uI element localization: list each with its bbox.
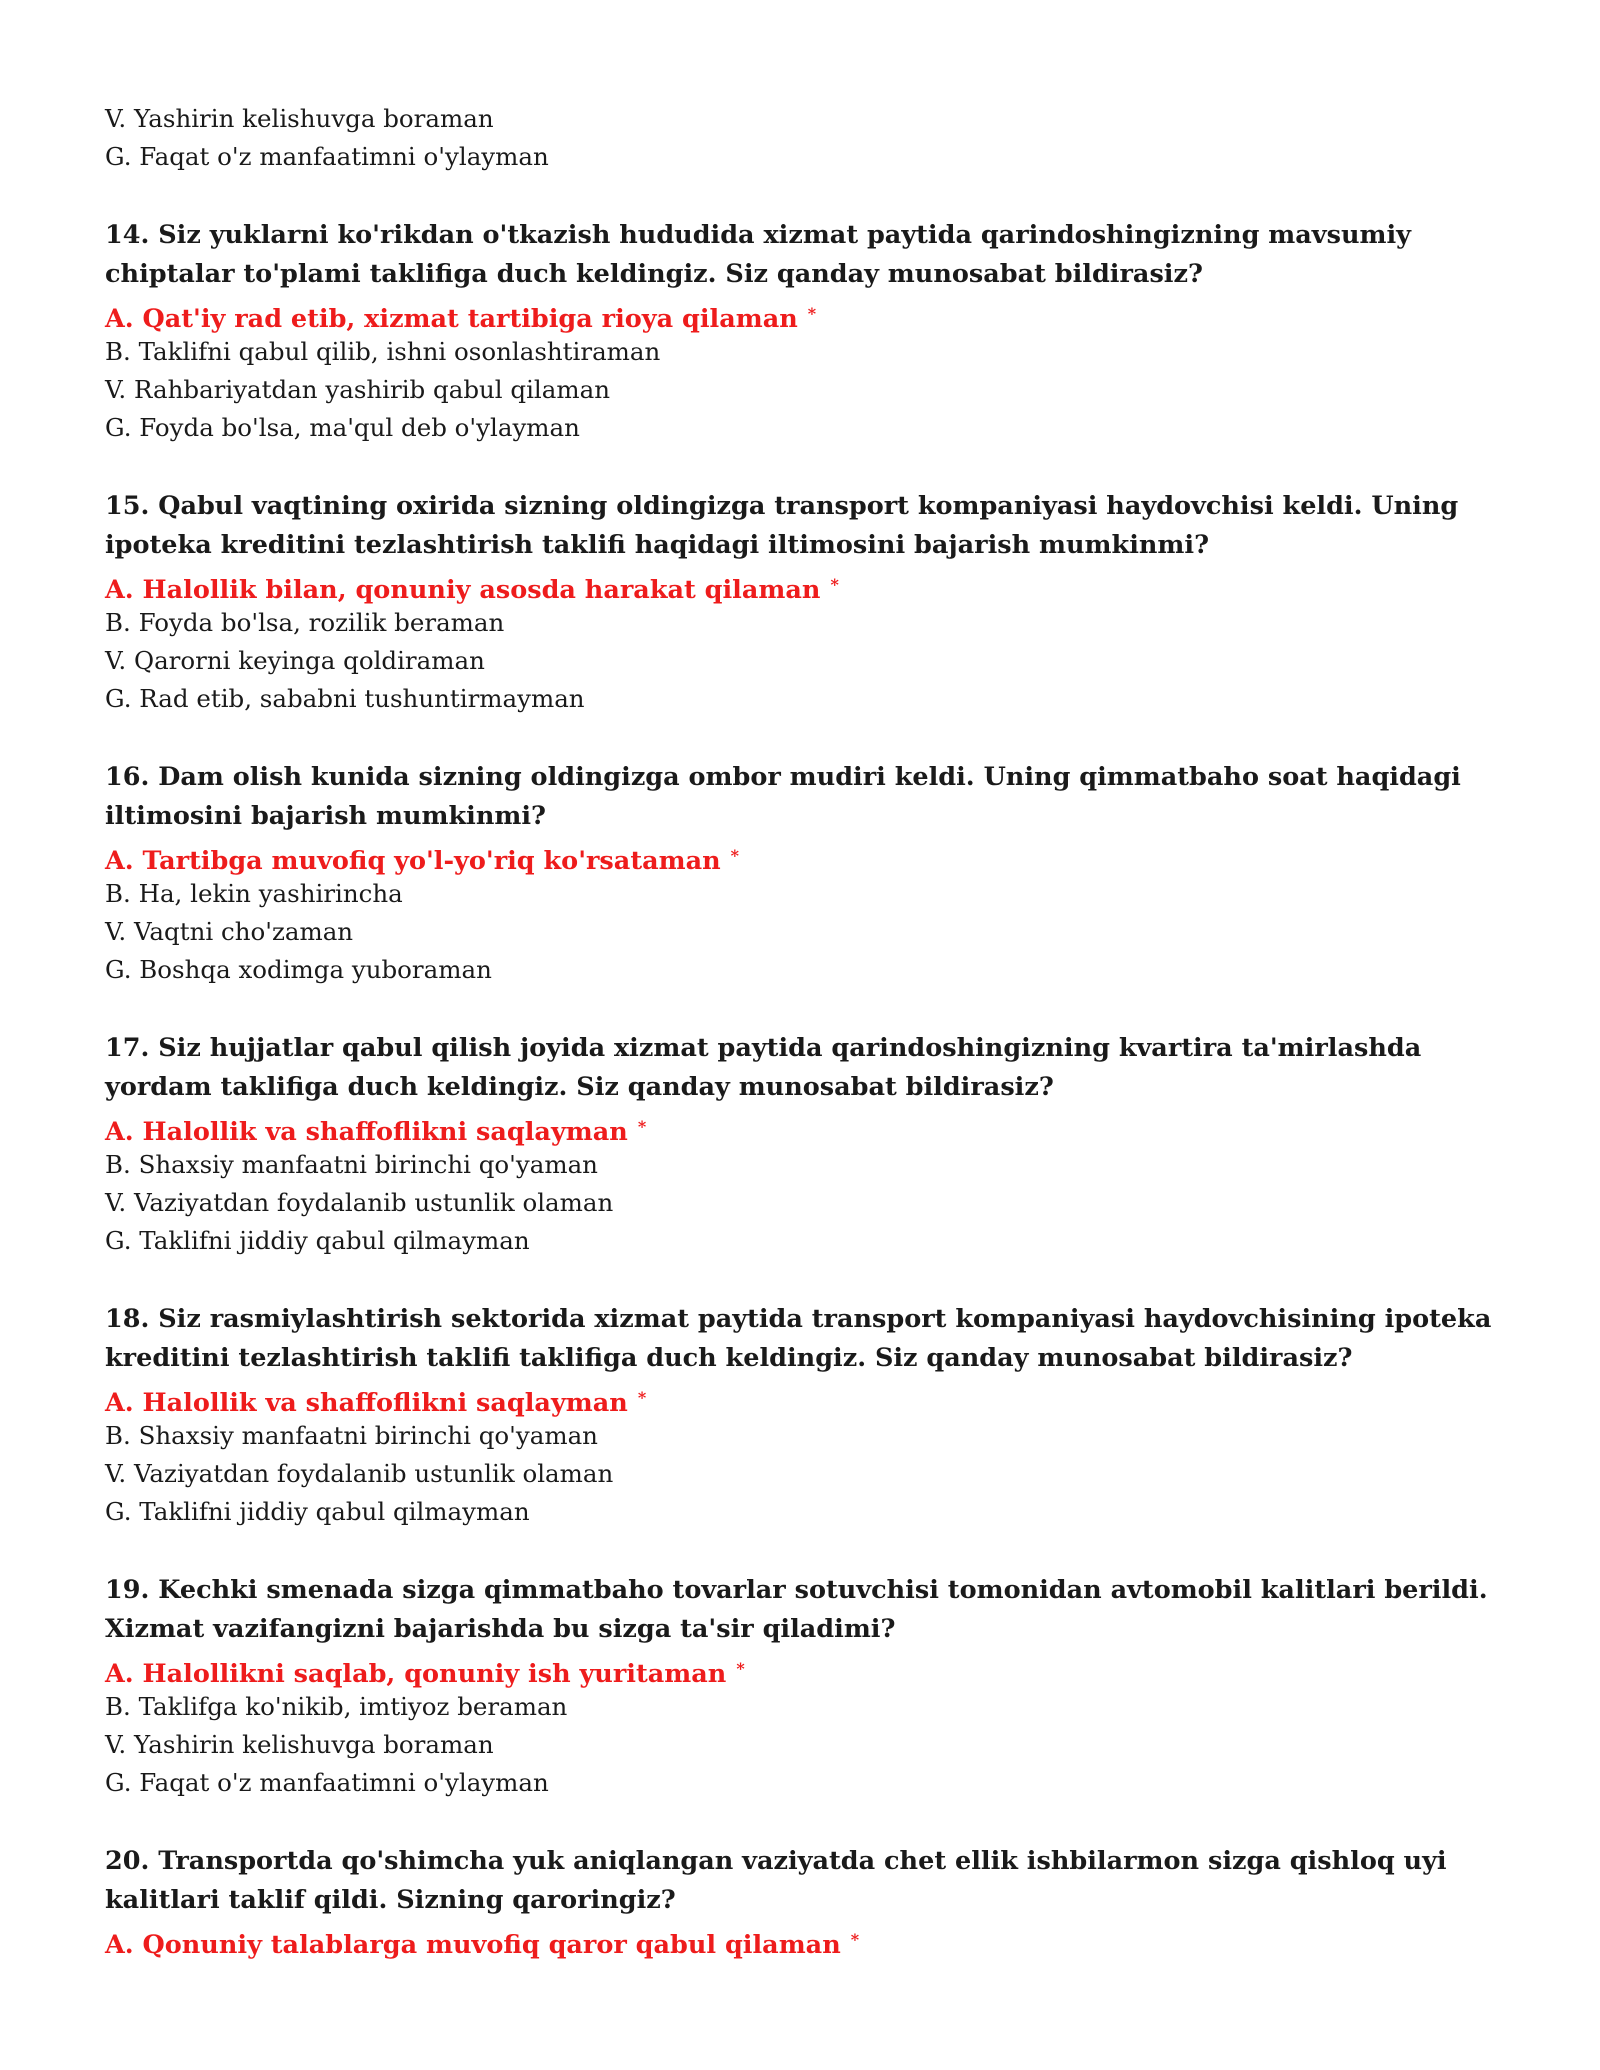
correct-marker: * — [637, 1117, 647, 1136]
correct-answer — [105, 1107, 1505, 1146]
answer-option: V. Vaziyatdan foydalanib ustunlik olaman — [105, 1459, 614, 1488]
answer-option: V. Vaziyatdan foydalanib ustunlik olaman — [105, 1188, 614, 1217]
question-text: 15. Qabul vaqtining oxirida sizning oldingizga transport kompaniyasi haydovchisi keldi. Uning ipoteka kreditini tezlashtirish taklifi haqidagi iltimosini bajarish mumkinmi? — [105, 491, 1459, 560]
question-text: 14. Siz yuklarni ko'rikdan o'tkazish hududida xizmat paytida qarindoshingizning mavsumiy chiptalar to'plami taklifiga duch keldingiz. Siz qanday munosabat bildirasiz? — [105, 220, 1411, 289]
answer-option: B. Foyda bo'lsa, rozilik beraman — [105, 608, 505, 637]
correct-marker: * — [730, 846, 740, 865]
correct-answer-text: A. Qonuniy talablarga muvofiq qaror qabul qilaman — [105, 1930, 841, 1960]
question-15 — [105, 487, 1505, 718]
correct-marker: * — [850, 1930, 860, 1949]
question-20 — [105, 1842, 1505, 1959]
correct-marker: * — [807, 304, 817, 323]
question-19 — [105, 1571, 1505, 1802]
correct-answer — [105, 836, 1505, 875]
answer-option: B. Taklifga ko'nikib, imtiyoz beraman — [105, 1692, 568, 1721]
correct-marker: * — [830, 575, 839, 594]
question-16 — [105, 758, 1505, 989]
answer-option: G. Taklifni jiddiy qabul qilmayman — [105, 1226, 530, 1255]
question-14 — [105, 216, 1505, 447]
correct-answer — [105, 565, 1505, 604]
question-17 — [105, 1029, 1505, 1260]
question-18 — [105, 1300, 1505, 1531]
question-text: 16. Dam olish kunida sizning oldingizga ombor mudiri keldi. Uning qimmatbaho soat haqidagi iltimosini bajarish mumkinmi? — [105, 762, 1461, 831]
correct-answer-text: A. Halollikni saqlab, qonuniy ish yuritaman — [105, 1659, 727, 1689]
answer-option: V. Qarorni keyinga qoldiraman — [105, 646, 485, 675]
answer-option: G. Faqat o'z manfaatimni o'ylayman — [105, 1768, 549, 1797]
answer-option: G. Boshqa xodimga yuboraman — [105, 955, 492, 984]
correct-answer — [105, 1920, 1505, 1959]
question-text: 18. Siz rasmiylashtirish sektorida xizmat paytida transport kompaniyasi haydovchisining ipoteka kreditini tezlashtirish taklifi taklifiga duch keldingiz. Siz qanday munosabat bildirasiz? — [105, 1304, 1492, 1373]
answer-option: V. Vaqtni cho'zaman — [105, 917, 354, 946]
answer-option: G. Rad etib, sababni tushuntirmayman — [105, 684, 585, 713]
correct-answer-text: A. Halollik va shaffoflikni saqlayman — [105, 1388, 628, 1418]
answer-option: V. Yashirin kelishuvga boraman — [105, 1730, 494, 1759]
correct-marker: * — [736, 1659, 745, 1678]
correct-answer-text: A. Qat'iy rad etib, xizmat tartibiga rioya qilaman — [105, 304, 798, 334]
answer-option: B. Taklifni qabul qilib, ishni osonlashtiraman — [105, 337, 661, 366]
correct-answer-text: A. Tartibga muvofiq yo'l-yo'riq ko'rsataman — [105, 846, 721, 876]
answer-option: B. Ha, lekin yashirincha — [105, 879, 403, 908]
correct-answer — [105, 1649, 1505, 1688]
correct-answer — [105, 294, 1505, 333]
answer-option: V. Rahbariyatdan yashirib qabul qilaman — [105, 375, 610, 404]
answer-option: G. Taklifni jiddiy qabul qilmayman — [105, 1497, 530, 1526]
answer-option: G. Foyda bo'lsa, ma'qul deb o'ylayman — [105, 413, 580, 442]
answer-option: B. Shaxsiy manfaatni birinchi qo'yaman — [105, 1421, 598, 1450]
correct-answer-text: A. Halollik va shaffoflikni saqlayman — [105, 1117, 628, 1147]
question-text: 17. Siz hujjatlar qabul qilish joyida xizmat paytida qarindoshingizning kvartira ta'mirlashda yordam taklifiga duch keldingiz. Siz qanday munosabat bildirasiz? — [105, 1033, 1422, 1102]
correct-marker: * — [637, 1388, 647, 1407]
question-text: 20. Transportda qo'shimcha yuk aniqlangan vaziyatda chet ellik ishbilarmon sizga qishloq uyi kalitlari taklif qildi. Sizning qaroringiz? — [105, 1846, 1447, 1915]
question-text: 19. Kechki smenada sizga qimmatbaho tovarlar sotuvchisi tomonidan avtomobil kalitlari berildi. Xizmat vazifangizni bajarishda bu sizga ta'sir qiladimi? — [105, 1575, 1488, 1644]
quiz-page — [105, 100, 1505, 1959]
correct-answer — [105, 1378, 1505, 1417]
answer-option: B. Shaxsiy manfaatni birinchi qo'yaman — [105, 1150, 598, 1179]
answer-option: V. Yashirin kelishuvga boraman — [105, 104, 494, 133]
correct-answer-text: A. Halollik bilan, qonuniy asosda harakat qilaman — [105, 575, 821, 605]
answer-option: G. Faqat o'z manfaatimni o'ylayman — [105, 142, 549, 171]
